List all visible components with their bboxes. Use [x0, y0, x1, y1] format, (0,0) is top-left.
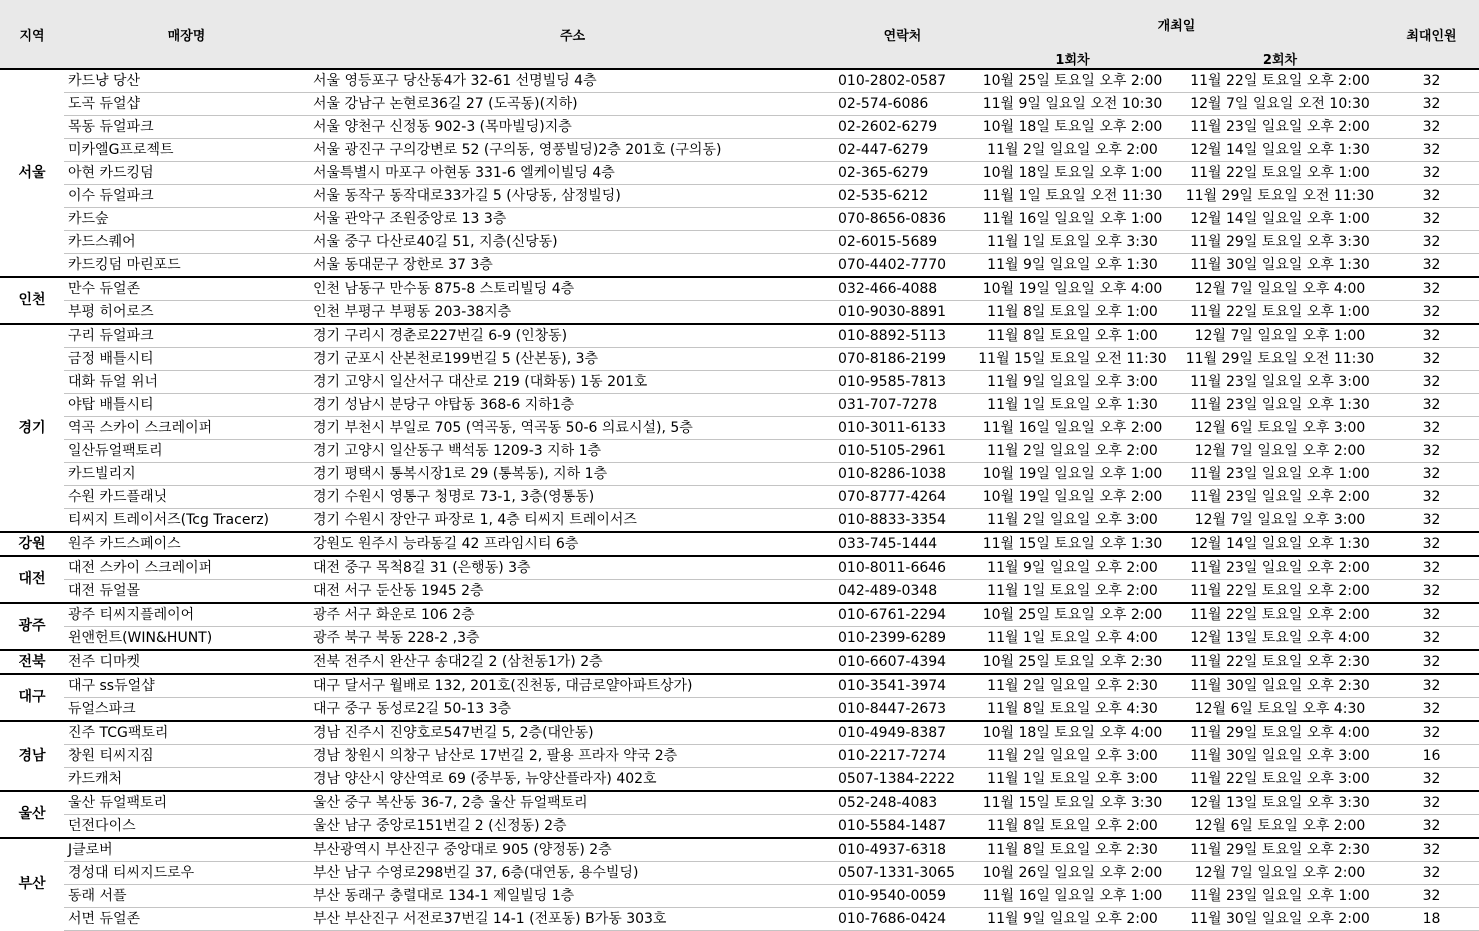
round2-date-cell: 12월 7일 일요일 오후 3:00	[1176, 509, 1384, 533]
table-row	[0, 116, 1479, 139]
store-name-cell: 미카엘G프로젝트	[64, 139, 309, 162]
address-cell: 경기 성남시 분당구 야탑동 368-6 지하1층	[309, 394, 836, 417]
header-address: 주소	[309, 0, 836, 69]
store-name-cell: 도곡 듀얼샵	[64, 93, 309, 116]
round1-date-cell: 10월 18일 토요일 오후 2:00	[969, 116, 1176, 139]
address-cell: 서울 중구 다산로40길 51, 지층(신당동)	[309, 231, 836, 254]
max-players-cell: 32	[1384, 162, 1479, 185]
store-name-cell: 카드스퀘어	[64, 231, 309, 254]
region-group	[0, 838, 1479, 931]
store-name-cell: 서면 듀얼존	[64, 908, 309, 931]
round2-date-cell: 12월 6일 토요일 오후 3:00	[1176, 417, 1384, 440]
address-cell: 경남 진주시 진양호로547번길 5, 2층(대안동)	[309, 721, 836, 745]
phone-cell: 010-8286-1038	[836, 463, 969, 486]
table-row	[0, 603, 1479, 627]
table-row	[0, 348, 1479, 371]
table-row	[0, 93, 1479, 116]
table-header	[0, 0, 1479, 69]
max-players-cell: 32	[1384, 627, 1479, 651]
store-name-cell: 수원 카드플래닛	[64, 486, 309, 509]
phone-cell: 0507-1331-3065	[836, 862, 969, 885]
store-name-cell: 만수 듀얼존	[64, 277, 309, 301]
round1-date-cell: 10월 25일 토요일 오후 2:00	[969, 603, 1176, 627]
address-cell: 부산광역시 부산진구 중앙대로 905 (양정동) 2층	[309, 838, 836, 862]
round2-date-cell: 11월 29일 토요일 오전 11:30	[1176, 348, 1384, 371]
store-name-cell: 원주 카드스페이스	[64, 532, 309, 556]
address-cell: 경기 군포시 산본천로199번길 5 (산본동), 3층	[309, 348, 836, 371]
table-row	[0, 509, 1479, 533]
region-group	[0, 721, 1479, 791]
round1-date-cell: 11월 1일 토요일 오후 3:00	[969, 768, 1176, 792]
store-name-cell: 금정 배틀시티	[64, 348, 309, 371]
phone-cell: 02-6015-5689	[836, 231, 969, 254]
round2-date-cell: 12월 14일 일요일 오후 1:30	[1176, 139, 1384, 162]
round1-date-cell: 11월 16일 일요일 오후 2:00	[969, 417, 1176, 440]
round2-date-cell: 11월 22일 토요일 오후 1:00	[1176, 301, 1384, 325]
round1-date-cell: 11월 9일 일요일 오후 2:00	[969, 556, 1176, 580]
store-name-cell: 티씨지 트레이서즈(Tcg Tracerz)	[64, 509, 309, 533]
address-cell: 부산 동래구 충렬대로 134-1 제일빌딩 1층	[309, 885, 836, 908]
store-name-cell: 대전 듀얼몰	[64, 580, 309, 604]
round2-date-cell: 11월 22일 토요일 오후 2:00	[1176, 603, 1384, 627]
round2-date-cell: 12월 6일 토요일 오후 2:00	[1176, 815, 1384, 839]
round2-date-cell: 12월 13일 토요일 오후 3:30	[1176, 791, 1384, 815]
round1-date-cell: 10월 25일 토요일 오후 2:00	[969, 69, 1176, 93]
phone-cell: 010-3541-3974	[836, 674, 969, 698]
round1-date-cell: 11월 8일 토요일 오후 2:00	[969, 815, 1176, 839]
store-name-cell: 듀얼스파크	[64, 698, 309, 722]
table-row	[0, 277, 1479, 301]
table-row	[0, 698, 1479, 722]
phone-cell: 02-2602-6279	[836, 116, 969, 139]
store-name-cell: 카드냥 당산	[64, 69, 309, 93]
store-name-cell: 카드캐처	[64, 768, 309, 792]
max-players-cell: 32	[1384, 139, 1479, 162]
table-row	[0, 627, 1479, 651]
max-players-cell: 32	[1384, 254, 1479, 278]
round2-date-cell: 12월 6일 토요일 오후 4:30	[1176, 698, 1384, 722]
max-players-cell: 32	[1384, 371, 1479, 394]
address-cell: 경기 부천시 부일로 705 (역곡동, 역곡동 50-6 의료시설), 5층	[309, 417, 836, 440]
round2-date-cell: 11월 23일 일요일 오후 2:00	[1176, 556, 1384, 580]
max-players-cell: 32	[1384, 838, 1479, 862]
phone-cell: 010-8447-2673	[836, 698, 969, 722]
region-group	[0, 556, 1479, 603]
max-players-cell: 32	[1384, 463, 1479, 486]
round2-date-cell: 11월 22일 토요일 오후 2:30	[1176, 650, 1384, 674]
round1-date-cell: 11월 9일 일요일 오후 1:30	[969, 254, 1176, 278]
address-cell: 전북 전주시 완산구 송대2길 2 (삼천동1가) 2층	[309, 650, 836, 674]
phone-cell: 010-9585-7813	[836, 371, 969, 394]
phone-cell: 0507-1384-2222	[836, 768, 969, 792]
max-players-cell: 32	[1384, 815, 1479, 839]
header-round2: 2회차	[1176, 34, 1384, 69]
address-cell: 서울 관악구 조원중앙로 13 3층	[309, 208, 836, 231]
header-contact: 연락처	[836, 0, 969, 69]
address-cell: 서울 양천구 신정동 902-3 (목마빌딩)지층	[309, 116, 836, 139]
region-cell: 전북	[18, 653, 46, 670]
header-max: 최대인원	[1384, 0, 1479, 69]
round1-date-cell: 11월 15일 토요일 오후 3:30	[969, 791, 1176, 815]
phone-cell: 010-8892-5113	[836, 324, 969, 348]
phone-cell: 070-8656-0836	[836, 208, 969, 231]
round2-date-cell: 11월 23일 일요일 오후 1:00	[1176, 463, 1384, 486]
round1-date-cell: 11월 1일 토요일 오전 11:30	[969, 185, 1176, 208]
max-players-cell: 32	[1384, 231, 1479, 254]
table-row	[0, 815, 1479, 839]
round1-date-cell: 11월 8일 토요일 오후 2:30	[969, 838, 1176, 862]
max-players-cell: 32	[1384, 301, 1479, 325]
store-name-cell: 일산듀얼팩토리	[64, 440, 309, 463]
table-row	[0, 650, 1479, 674]
table-row	[0, 324, 1479, 348]
phone-cell: 010-9540-0059	[836, 885, 969, 908]
round2-date-cell: 12월 7일 일요일 오전 10:30	[1176, 93, 1384, 116]
max-players-cell: 32	[1384, 556, 1479, 580]
round1-date-cell: 11월 15일 토요일 오전 11:30	[969, 348, 1176, 371]
round1-date-cell: 11월 8일 토요일 오후 1:00	[969, 301, 1176, 325]
region-cell: 경남	[18, 747, 46, 764]
phone-cell: 070-8186-2199	[836, 348, 969, 371]
address-cell: 서울 강남구 논현로36길 27 (도곡동)(지하)	[309, 93, 836, 116]
round2-date-cell: 12월 14일 일요일 오후 1:30	[1176, 532, 1384, 556]
round2-date-cell: 11월 29일 토요일 오전 11:30	[1176, 185, 1384, 208]
phone-cell: 042-489-0348	[836, 580, 969, 604]
table-row	[0, 885, 1479, 908]
round1-date-cell: 11월 1일 토요일 오후 4:00	[969, 627, 1176, 651]
round1-date-cell: 11월 2일 일요일 오후 3:00	[969, 509, 1176, 533]
region-cell: 부산	[18, 876, 46, 893]
max-players-cell: 32	[1384, 208, 1479, 231]
address-cell: 서울특별시 마포구 아현동 331-6 엘케이빌딩 4층	[309, 162, 836, 185]
round2-date-cell: 11월 30일 일요일 오후 2:30	[1176, 674, 1384, 698]
phone-cell: 02-574-6086	[836, 93, 969, 116]
address-cell: 대전 중구 목척8길 31 (은행동) 3층	[309, 556, 836, 580]
phone-cell: 010-8833-3354	[836, 509, 969, 533]
region-group	[0, 674, 1479, 721]
round1-date-cell: 11월 16일 일요일 오후 1:00	[969, 208, 1176, 231]
region-cell: 강원	[18, 535, 46, 552]
phone-cell: 02-447-6279	[836, 139, 969, 162]
max-players-cell: 32	[1384, 532, 1479, 556]
table-row	[0, 185, 1479, 208]
store-name-cell: 던전다이스	[64, 815, 309, 839]
max-players-cell: 32	[1384, 650, 1479, 674]
max-players-cell: 32	[1384, 116, 1479, 139]
address-cell: 대전 서구 둔산동 1945 2층	[309, 580, 836, 604]
table-row	[0, 69, 1479, 93]
region-group	[0, 277, 1479, 324]
address-cell: 인천 부평구 부평동 203-38지층	[309, 301, 836, 325]
phone-cell: 052-248-4083	[836, 791, 969, 815]
max-players-cell: 32	[1384, 721, 1479, 745]
address-cell: 강원도 원주시 능라동길 42 프라임시티 6층	[309, 532, 836, 556]
address-cell: 경기 고양시 일산동구 백석동 1209-3 지하 1층	[309, 440, 836, 463]
address-cell: 광주 서구 화운로 106 2층	[309, 603, 836, 627]
table-row	[0, 301, 1479, 325]
round1-date-cell: 11월 2일 일요일 오후 3:00	[969, 745, 1176, 768]
store-name-cell: 구리 듀얼파크	[64, 324, 309, 348]
address-cell: 인천 남동구 만수동 875-8 스토리빌딩 4층	[309, 277, 836, 301]
round1-date-cell: 11월 2일 일요일 오후 2:00	[969, 440, 1176, 463]
table-row	[0, 440, 1479, 463]
address-cell: 부산 남구 수영로298번길 37, 6층(대연동, 용수빌딩)	[309, 862, 836, 885]
round2-date-cell: 12월 7일 일요일 오후 1:00	[1176, 324, 1384, 348]
table-row	[0, 556, 1479, 580]
max-players-cell: 32	[1384, 185, 1479, 208]
address-cell: 대구 달서구 월배로 132, 201호(진천동, 대금로얄아파트상가)	[309, 674, 836, 698]
address-cell: 경남 양산시 양산역로 69 (중부동, 뉴양산플라자) 402호	[309, 768, 836, 792]
store-name-cell: 카드킹덤 마린포드	[64, 254, 309, 278]
address-cell: 울산 중구 복산동 36-7, 2층 울산 듀얼팩토리	[309, 791, 836, 815]
round1-date-cell: 11월 8일 토요일 오후 4:30	[969, 698, 1176, 722]
header-round1: 1회차	[969, 34, 1176, 69]
max-players-cell: 32	[1384, 698, 1479, 722]
region-cell: 인천	[18, 292, 46, 308]
phone-cell: 070-8777-4264	[836, 486, 969, 509]
phone-cell: 010-5584-1487	[836, 815, 969, 839]
phone-cell: 02-365-6279	[836, 162, 969, 185]
address-cell: 경기 수원시 장안구 파장로 1, 4층 티씨지 트레이서즈	[309, 509, 836, 533]
store-name-cell: 야탑 배틀시티	[64, 394, 309, 417]
phone-cell: 070-4402-7770	[836, 254, 969, 278]
region-group	[0, 650, 1479, 674]
region-cell: 광주	[18, 618, 46, 634]
round2-date-cell: 11월 29일 토요일 오후 3:30	[1176, 231, 1384, 254]
store-name-cell: J클로버	[64, 838, 309, 862]
round2-date-cell: 12월 7일 일요일 오후 2:00	[1176, 862, 1384, 885]
max-players-cell: 32	[1384, 862, 1479, 885]
round1-date-cell: 11월 8일 토요일 오후 1:00	[969, 324, 1176, 348]
max-players-cell: 16	[1384, 745, 1479, 768]
table-row	[0, 208, 1479, 231]
max-players-cell: 32	[1384, 768, 1479, 792]
round2-date-cell: 12월 7일 일요일 오후 2:00	[1176, 440, 1384, 463]
max-players-cell: 32	[1384, 324, 1479, 348]
round2-date-cell: 12월 14일 일요일 오후 1:00	[1176, 208, 1384, 231]
store-name-cell: 창원 티씨지짐	[64, 745, 309, 768]
round2-date-cell: 11월 29일 토요일 오후 2:30	[1176, 838, 1384, 862]
region-group	[0, 791, 1479, 838]
table-row	[0, 791, 1479, 815]
table-row	[0, 162, 1479, 185]
region-cell: 서울	[18, 164, 46, 181]
round2-date-cell: 11월 30일 일요일 오후 1:30	[1176, 254, 1384, 278]
address-cell: 서울 동대문구 장한로 37 3층	[309, 254, 836, 278]
store-name-cell: 대구 ss듀얼샵	[64, 674, 309, 698]
max-players-cell: 32	[1384, 603, 1479, 627]
store-name-cell: 경성대 티씨지드로우	[64, 862, 309, 885]
round2-date-cell: 11월 22일 토요일 오후 2:00	[1176, 580, 1384, 604]
phone-cell: 010-8011-6646	[836, 556, 969, 580]
address-cell: 경기 고양시 일산서구 대산로 219 (대화동) 1동 201호	[309, 371, 836, 394]
address-cell: 서울 동작구 동작대로33가길 5 (사당동, 삼정빌딩)	[309, 185, 836, 208]
round2-date-cell: 11월 22일 토요일 오후 1:00	[1176, 162, 1384, 185]
phone-cell: 033-745-1444	[836, 532, 969, 556]
phone-cell: 010-4949-8387	[836, 721, 969, 745]
store-name-cell: 목동 듀얼파크	[64, 116, 309, 139]
max-players-cell: 32	[1384, 394, 1479, 417]
phone-cell: 010-3011-6133	[836, 417, 969, 440]
round2-date-cell: 12월 13일 토요일 오후 4:00	[1176, 627, 1384, 651]
phone-cell: 010-6607-4394	[836, 650, 969, 674]
address-cell: 대구 중구 동성로2길 50-13 3층	[309, 698, 836, 722]
store-name-cell: 광주 티씨지플레이어	[64, 603, 309, 627]
round2-date-cell: 11월 23일 일요일 오후 1:30	[1176, 394, 1384, 417]
round1-date-cell: 11월 9일 일요일 오후 3:00	[969, 371, 1176, 394]
round1-date-cell: 10월 18일 토요일 오후 4:00	[969, 721, 1176, 745]
table-row	[0, 371, 1479, 394]
address-cell: 울산 남구 중앙로151번길 2 (신정동) 2층	[309, 815, 836, 839]
round1-date-cell: 10월 18일 토요일 오후 1:00	[969, 162, 1176, 185]
header-store: 매장명	[64, 0, 309, 69]
round1-date-cell: 10월 19일 일요일 오후 2:00	[969, 486, 1176, 509]
max-players-cell: 32	[1384, 885, 1479, 908]
round2-date-cell: 11월 22일 토요일 오후 2:00	[1176, 69, 1384, 93]
store-name-cell: 부평 히어로즈	[64, 301, 309, 325]
round2-date-cell: 11월 23일 일요일 오후 1:00	[1176, 885, 1384, 908]
address-cell: 광주 북구 북동 228-2 ,3층	[309, 627, 836, 651]
round1-date-cell: 10월 26일 일요일 오후 2:00	[969, 862, 1176, 885]
store-name-cell: 진주 TCG팩토리	[64, 721, 309, 745]
region-cell: 대전	[18, 571, 46, 587]
address-cell: 서울 영등포구 당산동4가 32-61 선명빌딩 4층	[309, 69, 836, 93]
table-row	[0, 463, 1479, 486]
table-row	[0, 838, 1479, 862]
max-players-cell: 18	[1384, 908, 1479, 931]
phone-cell: 010-6761-2294	[836, 603, 969, 627]
max-players-cell: 32	[1384, 69, 1479, 93]
round2-date-cell: 11월 30일 일요일 오후 3:00	[1176, 745, 1384, 768]
table-row	[0, 139, 1479, 162]
phone-cell: 02-535-6212	[836, 185, 969, 208]
round2-date-cell: 11월 23일 일요일 오후 3:00	[1176, 371, 1384, 394]
round1-date-cell: 10월 25일 토요일 오후 2:30	[969, 650, 1176, 674]
table-row	[0, 674, 1479, 698]
store-name-cell: 대화 듀얼 위너	[64, 371, 309, 394]
round2-date-cell: 12월 7일 일요일 오후 4:00	[1176, 277, 1384, 301]
phone-cell: 010-2399-6289	[836, 627, 969, 651]
store-name-cell: 울산 듀얼팩토리	[64, 791, 309, 815]
phone-cell: 010-4937-6318	[836, 838, 969, 862]
table-row	[0, 908, 1479, 931]
round2-date-cell: 11월 30일 일요일 오후 2:00	[1176, 908, 1384, 931]
table-row	[0, 768, 1479, 792]
table-row	[0, 580, 1479, 604]
max-players-cell: 32	[1384, 93, 1479, 116]
header-dates: 개최일	[969, 0, 1384, 34]
store-name-cell: 동래 서플	[64, 885, 309, 908]
table-row	[0, 745, 1479, 768]
region-cell: 울산	[18, 806, 46, 822]
round1-date-cell: 11월 2일 일요일 오후 2:00	[969, 139, 1176, 162]
phone-cell: 010-5105-2961	[836, 440, 969, 463]
round1-date-cell: 11월 1일 토요일 오후 2:00	[969, 580, 1176, 604]
round2-date-cell: 11월 23일 일요일 오후 2:00	[1176, 486, 1384, 509]
phone-cell: 010-7686-0424	[836, 908, 969, 931]
address-cell: 경남 창원시 의창구 남산로 17번길 2, 팔용 프라자 약국 2층	[309, 745, 836, 768]
store-name-cell: 이수 듀얼파크	[64, 185, 309, 208]
store-name-cell: 전주 디마켓	[64, 650, 309, 674]
store-name-cell: 카드빌리지	[64, 463, 309, 486]
max-players-cell: 32	[1384, 417, 1479, 440]
table-row	[0, 486, 1479, 509]
table-row	[0, 721, 1479, 745]
round1-date-cell: 11월 15일 토요일 오후 1:30	[969, 532, 1176, 556]
phone-cell: 032-466-4088	[836, 277, 969, 301]
phone-cell: 010-9030-8891	[836, 301, 969, 325]
round2-date-cell: 11월 23일 일요일 오후 2:00	[1176, 116, 1384, 139]
round1-date-cell: 11월 9일 일요일 오전 10:30	[969, 93, 1176, 116]
max-players-cell: 32	[1384, 580, 1479, 604]
address-cell: 경기 평택시 통복시장1로 29 (통복동), 지하 1층	[309, 463, 836, 486]
store-name-cell: 역곡 스카이 스크레이퍼	[64, 417, 309, 440]
round1-date-cell: 11월 2일 일요일 오후 2:30	[969, 674, 1176, 698]
round1-date-cell: 11월 1일 토요일 오후 1:30	[969, 394, 1176, 417]
table-row	[0, 394, 1479, 417]
address-cell: 경기 구리시 경춘로227번길 6-9 (인창동)	[309, 324, 836, 348]
phone-cell: 031-707-7278	[836, 394, 969, 417]
header-region: 지역	[0, 0, 64, 69]
store-name-cell: 카드숲	[64, 208, 309, 231]
address-cell: 부산 부산진구 서전로37번길 14-1 (전포동) B가동 303호	[309, 908, 836, 931]
region-group	[0, 69, 1479, 277]
store-name-cell: 윈앤헌트(WIN&HUNT)	[64, 627, 309, 651]
table-row	[0, 254, 1479, 278]
max-players-cell: 32	[1384, 440, 1479, 463]
max-players-cell: 32	[1384, 486, 1479, 509]
phone-cell: 010-2802-0587	[836, 69, 969, 93]
table-row	[0, 231, 1479, 254]
table-row	[0, 532, 1479, 556]
max-players-cell: 32	[1384, 509, 1479, 533]
round1-date-cell: 10월 19일 일요일 오후 4:00	[969, 277, 1176, 301]
table-row	[0, 862, 1479, 885]
address-cell: 경기 수원시 영통구 청명로 73-1, 3층(영통동)	[309, 486, 836, 509]
round2-date-cell: 11월 29일 토요일 오후 4:00	[1176, 721, 1384, 745]
round1-date-cell: 10월 19일 일요일 오후 1:00	[969, 463, 1176, 486]
max-players-cell: 32	[1384, 348, 1479, 371]
region-cell: 대구	[18, 689, 46, 705]
max-players-cell: 32	[1384, 674, 1479, 698]
phone-cell: 010-2217-7274	[836, 745, 969, 768]
region-group	[0, 324, 1479, 532]
round1-date-cell: 11월 1일 토요일 오후 3:30	[969, 231, 1176, 254]
table-row	[0, 417, 1479, 440]
round1-date-cell: 11월 9일 일요일 오후 2:00	[969, 908, 1176, 931]
region-cell: 경기	[18, 419, 46, 436]
store-name-cell: 대전 스카이 스크레이퍼	[64, 556, 309, 580]
max-players-cell: 32	[1384, 277, 1479, 301]
round2-date-cell: 11월 22일 토요일 오후 3:00	[1176, 768, 1384, 792]
max-players-cell: 32	[1384, 791, 1479, 815]
address-cell: 서울 광진구 구의강변로 52 (구의동, 영풍빌딩)2층 201호 (구의동)	[309, 139, 836, 162]
region-group	[0, 603, 1479, 650]
region-group	[0, 532, 1479, 556]
round1-date-cell: 11월 16일 일요일 오후 1:00	[969, 885, 1176, 908]
store-name-cell: 아현 카드킹덤	[64, 162, 309, 185]
